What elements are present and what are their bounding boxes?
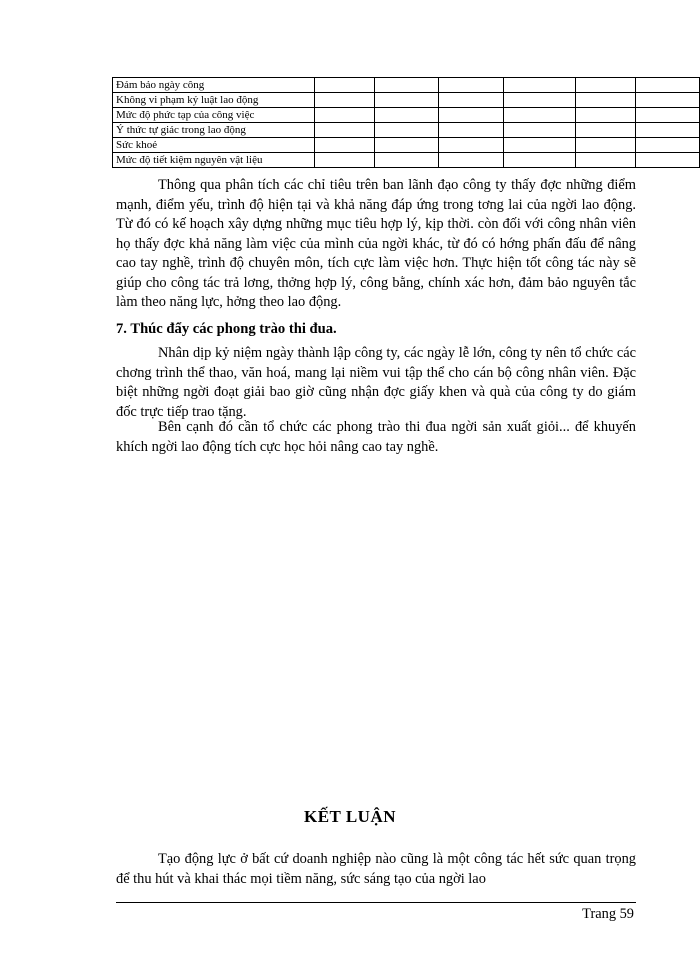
empty-cell <box>576 78 635 93</box>
empty-cell <box>576 138 635 153</box>
empty-cell <box>503 78 575 93</box>
footer-divider <box>116 902 636 903</box>
empty-cell <box>315 108 374 123</box>
conclusion-paragraph: Tạo động lực ở bất cứ doanh nghiệp nào cũng là một công tác hết sức quan trọng để thu hút và khai thác mọi tiềm năng, sức sáng tạo của ngời lao <box>116 851 636 887</box>
table-row <box>113 93 700 108</box>
anniversary-paragraph: Nhân dịp kỷ niệm ngày thành lập công ty, các ngày lễ lớn, công ty nên tổ chức các chơng trình thể thao, văn hoá, mang lại niềm vui tập thể cho cán bộ công nhân viên. Đặc biệt những ngời đoạt giải bao giờ cũng nhận đợc giấy khen và quà của công ty do giám đốc trực tiếp trao tặng. <box>116 345 636 420</box>
empty-cell <box>576 153 635 168</box>
empty-cell <box>503 93 575 108</box>
empty-cell <box>315 93 374 108</box>
conclusion-title: KẾT LUẬN <box>303 807 396 826</box>
empty-cell <box>374 153 438 168</box>
analysis-paragraph: Thông qua phân tích các chỉ tiêu trên ban lãnh đạo công ty thấy đợc những điểm mạnh, điểm yếu, trình độ hiện tại và khả năng đáp ứng trong tơng lai của ngời lao động. Từ đó có kế hoạch xây dựng những mục tiêu hợp lý, kịp thời. còn đối với công nhân viên họ thấy đợc khả năng làm việc của mình của ngời khác, từ đó có hớng phấn đấu để nâng cao tay nghề, trình độ chuyên môn, tích cực làm việc hơn. Thực hiện tốt công tác này sẽ giúp cho công tác trả lơng, thởng hợp lý, công bằng, chính xác hơn, đảm bảo nguyên tắc làm theo năng lực, hởng theo lao động. <box>116 177 636 310</box>
empty-cell <box>315 138 374 153</box>
empty-cell <box>439 78 503 93</box>
empty-cell <box>503 123 575 138</box>
section-heading: 7. Thúc đẩy các phong trào thi đua. <box>116 321 337 337</box>
empty-cell <box>374 108 438 123</box>
table-row <box>113 153 700 168</box>
criterion-cell: Không vi phạm kỷ luật lao động <box>113 93 315 108</box>
empty-cell <box>635 93 699 108</box>
table-row <box>113 123 700 138</box>
criterion-cell: Mức độ tiết kiệm nguyên vật liệu <box>113 153 315 168</box>
page-number: Trang 59 <box>582 906 634 922</box>
empty-cell <box>576 93 635 108</box>
empty-cell <box>503 153 575 168</box>
empty-cell <box>503 138 575 153</box>
empty-cell <box>315 153 374 168</box>
table-row <box>113 78 700 93</box>
empty-cell <box>503 108 575 123</box>
empty-cell <box>374 138 438 153</box>
criterion-cell: Mức độ phức tạp của công việc <box>113 108 315 123</box>
criterion-cell: Sức khoẻ <box>113 138 315 153</box>
table-row <box>113 138 700 153</box>
empty-cell <box>374 123 438 138</box>
empty-cell <box>635 108 699 123</box>
criterion-cell: Ý thức tự giác trong lao động <box>113 123 315 138</box>
empty-cell <box>635 123 699 138</box>
empty-cell <box>315 78 374 93</box>
empty-cell <box>439 93 503 108</box>
empty-cell <box>439 138 503 153</box>
empty-cell <box>635 78 699 93</box>
empty-cell <box>576 108 635 123</box>
criterion-cell: Đảm bảo ngày công <box>113 78 315 93</box>
empty-cell <box>635 138 699 153</box>
emulation-paragraph: Bên cạnh đó cần tổ chức các phong trào thi đua ngời sản xuất giỏi... để khuyến khích ngời lao động tích cực học hỏi nâng cao tay nghề. <box>116 419 636 455</box>
evaluation-criteria-table <box>112 77 700 168</box>
empty-cell <box>374 78 438 93</box>
empty-cell <box>439 153 503 168</box>
empty-cell <box>439 123 503 138</box>
empty-cell <box>635 153 699 168</box>
empty-cell <box>374 93 438 108</box>
table-row <box>113 108 700 123</box>
empty-cell <box>576 123 635 138</box>
empty-cell <box>315 123 374 138</box>
empty-cell <box>439 108 503 123</box>
